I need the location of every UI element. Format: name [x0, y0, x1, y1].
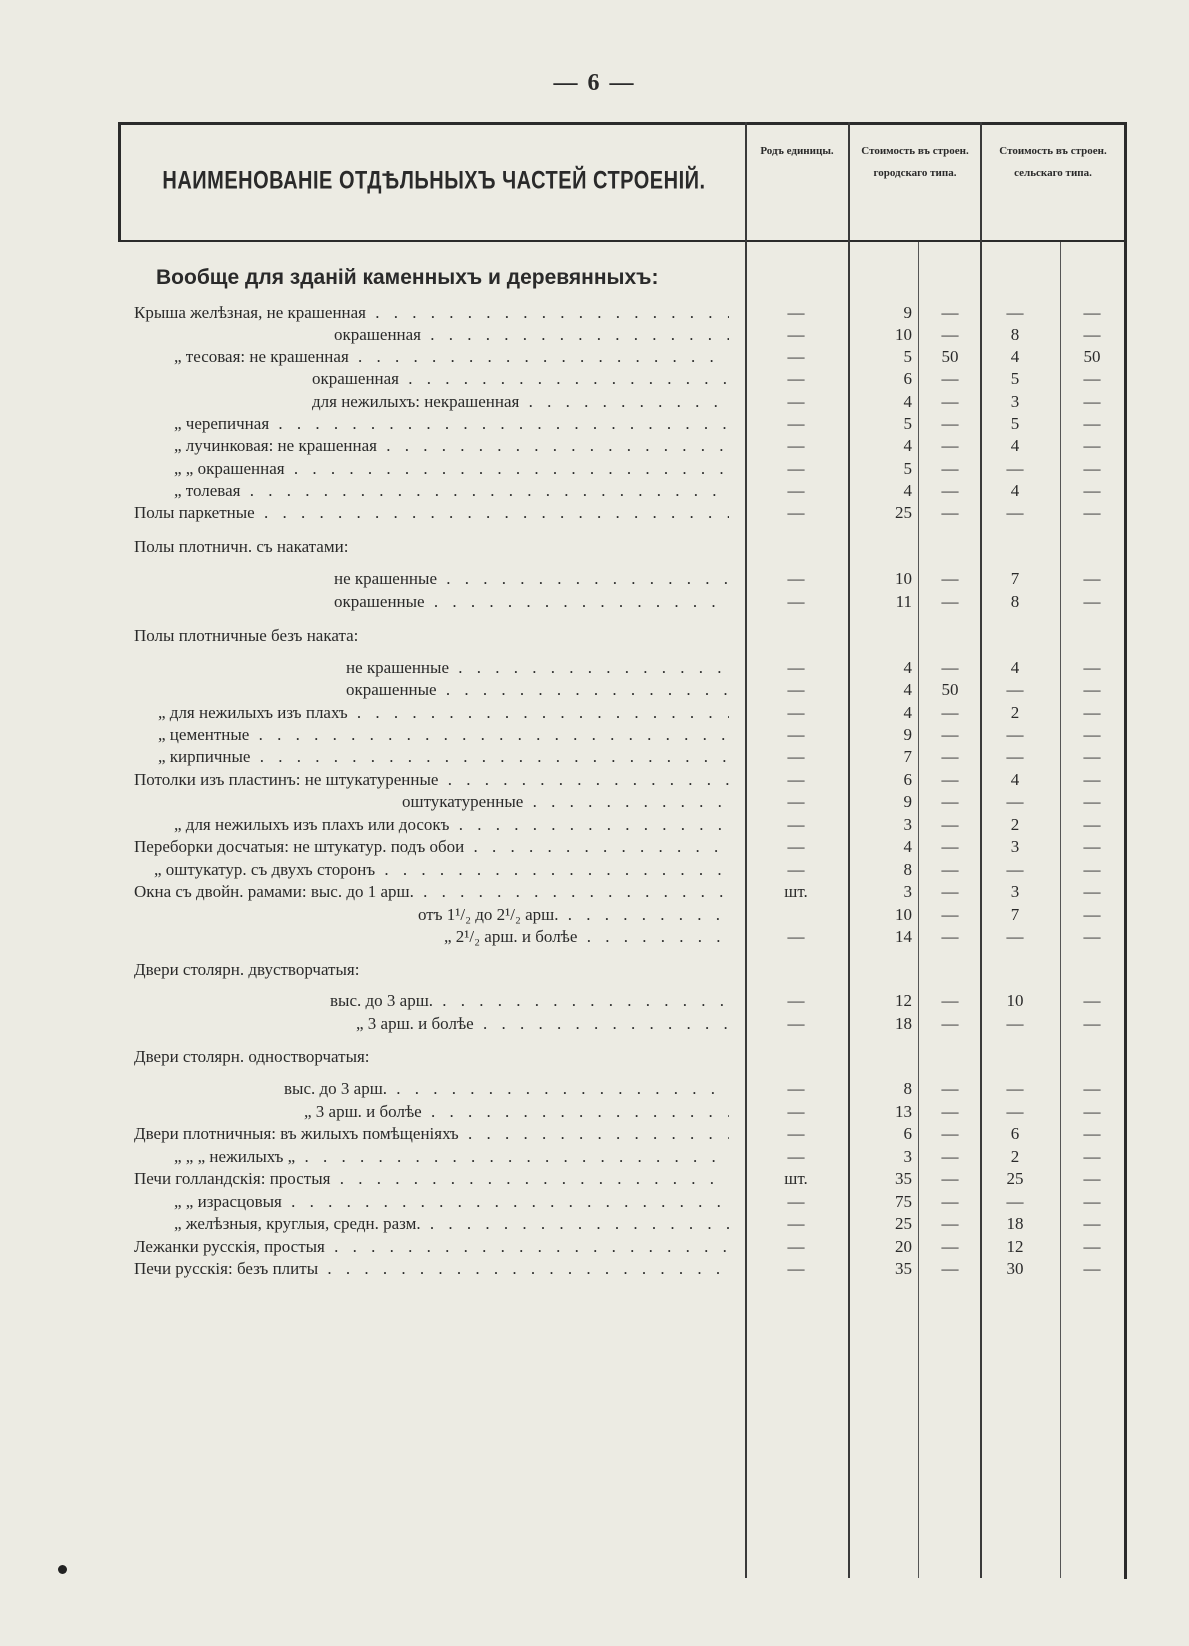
table-row [0, 723, 1189, 747]
city-rubles-cell: 4 [903, 436, 912, 455]
unit-cell: — [787, 303, 805, 322]
row-label: выс. до 3 арш. . . . [134, 989, 729, 1013]
city-rubles-cell: 3 [903, 815, 912, 834]
table-row [0, 768, 1189, 792]
table-subheading-row [0, 1045, 1189, 1069]
city-rubles-cell: 4 [903, 481, 912, 500]
city-kopecks-cell: — [941, 927, 959, 946]
rural-rubles-cell: 3 [1010, 882, 1020, 901]
city-rubles-cell: 5 [903, 459, 912, 478]
city-rubles-cell: 4 [903, 658, 912, 677]
section-title: Вообще для зданій каменныхъ и деревянныхъ: [156, 266, 659, 289]
rural-kopecks-cell: — [1083, 1192, 1101, 1211]
row-label: „ кирпичные . . . [134, 745, 729, 769]
table-row [0, 1012, 1189, 1036]
rural-rubles-cell: 7 [1010, 905, 1020, 924]
row-label: „ желѣзныя, круглыя, средн. разм. . . . [134, 1212, 729, 1236]
rural-rubles-cell: 4 [1010, 658, 1020, 677]
row-label: „ „ „ нежилыхъ „ . . . [134, 1145, 729, 1169]
row-label: Крыша желѣзная, не крашенная . . . [134, 301, 729, 325]
unit-cell: — [787, 1079, 805, 1098]
rural-rubles-cell: 2 [1010, 1147, 1020, 1166]
rural-kopecks-cell: — [1083, 770, 1101, 789]
city-rubles-cell: 9 [903, 725, 912, 744]
city-rubles-cell: 10 [895, 905, 912, 924]
row-label: „ 3 арш. и болѣе . . . [134, 1012, 729, 1036]
unit-cell: — [787, 860, 805, 879]
city-kopecks-cell: — [941, 436, 959, 455]
row-label: „ лучинковая: не крашенная . . . [134, 434, 729, 458]
city-kopecks-cell: — [941, 792, 959, 811]
table-subheading-row [0, 958, 1189, 982]
city-rubles-cell: 6 [903, 369, 912, 388]
city-kopecks-cell: — [941, 1014, 959, 1033]
unit-cell: — [787, 481, 805, 500]
city-kopecks-cell: 50 [941, 347, 959, 366]
page-number: — 6 — [553, 70, 636, 96]
rural-rubles-cell: 8 [1010, 325, 1020, 344]
rural-rubles-cell: 3 [1010, 837, 1020, 856]
unit-column-header: Родъ единицы. [760, 145, 834, 157]
table-row [0, 835, 1189, 859]
city-rubles-cell: 9 [903, 792, 912, 811]
unit-cell: — [787, 414, 805, 433]
city-rubles-cell: 7 [903, 747, 912, 766]
rural-kopecks-cell: — [1083, 927, 1101, 946]
city-rubles-cell: 25 [895, 503, 912, 522]
rural-kopecks-cell: — [1083, 1079, 1101, 1098]
row-label: Печи русскія: безъ плиты . . . [134, 1257, 729, 1281]
unit-cell: — [787, 569, 805, 588]
rural-rubles-cell: 10 [1006, 991, 1024, 1010]
unit-cell: — [787, 680, 805, 699]
unit-cell: — [787, 815, 805, 834]
row-label: для нежилыхъ: некрашенная . . . [134, 390, 729, 414]
row-label: выс. до 3 арш. . . . [134, 1077, 729, 1101]
unit-cell: — [787, 392, 805, 411]
table-left-border [118, 122, 121, 242]
rural-kopecks-cell: — [1083, 658, 1101, 677]
rural-rubles-cell: — [1006, 459, 1024, 478]
table-row [0, 1145, 1189, 1169]
city-rubles-cell: 35 [895, 1169, 912, 1188]
rural-rubles-cell: 12 [1006, 1237, 1024, 1256]
ink-blot [58, 1565, 67, 1574]
city-kopecks-cell: — [941, 414, 959, 433]
city-kopecks-cell: — [941, 592, 959, 611]
rural-rubles-cell: — [1006, 860, 1024, 879]
city-rubles-cell: 5 [903, 347, 912, 366]
rural-rubles-cell: 4 [1010, 436, 1020, 455]
unit-cell: — [787, 1014, 805, 1033]
rural-rubles-cell: — [1006, 792, 1024, 811]
city-kopecks-cell: — [941, 770, 959, 789]
rural-kopecks-cell: — [1083, 815, 1101, 834]
table-row [0, 925, 1189, 949]
table-row [0, 301, 1189, 325]
table-row [0, 903, 1189, 927]
row-label: не крашенные . . . [134, 567, 729, 591]
unit-cell: — [787, 503, 805, 522]
city-kopecks-cell: — [941, 1214, 959, 1233]
unit-cell: — [787, 1237, 805, 1256]
city-kopecks-cell: — [941, 303, 959, 322]
rural-rubles-cell: 2 [1010, 815, 1020, 834]
rural-kopecks-cell: — [1083, 991, 1101, 1010]
rural-kopecks-cell: — [1083, 503, 1101, 522]
city-kopecks-cell: — [941, 569, 959, 588]
rural-kopecks-cell: — [1083, 369, 1101, 388]
unit-cell: — [787, 436, 805, 455]
rural-kopecks-cell: — [1083, 1169, 1101, 1188]
city-rubles-cell: 9 [903, 303, 912, 322]
unit-cell: — [787, 459, 805, 478]
city-kopecks-cell: — [941, 392, 959, 411]
city-rubles-cell: 11 [895, 592, 912, 611]
rural-rubles-cell: — [1006, 1079, 1024, 1098]
table-row [0, 412, 1189, 436]
rural-rubles-cell: 6 [1010, 1124, 1020, 1143]
city-rubles-cell: 8 [903, 860, 912, 879]
city-kopecks-cell: — [941, 991, 959, 1010]
rural-rubles-cell: 3 [1010, 392, 1020, 411]
table-subheading-row [0, 535, 1189, 559]
table-header-title: НАИМЕНОВАНІЕ ОТДѢЛЬНЫХЪ ЧАСТЕЙ СТРОЕНІЙ. [162, 166, 706, 195]
rural-rubles-cell: — [1006, 680, 1024, 699]
rural-rubles-cell: 18 [1006, 1214, 1024, 1233]
rural-kopecks-cell: — [1083, 1124, 1101, 1143]
unit-cell: — [787, 1147, 805, 1166]
city-rubles-cell: 12 [895, 991, 912, 1010]
unit-cell: — [787, 703, 805, 722]
table-row [0, 1212, 1189, 1236]
row-label: Двери столярн. одностворчатыя: [134, 1047, 370, 1066]
unit-cell: — [787, 792, 805, 811]
rural-rubles-cell: — [1006, 1192, 1024, 1211]
rural-kopecks-cell: — [1083, 481, 1101, 500]
city-kopecks-cell: — [941, 905, 959, 924]
unit-cell: — [787, 1192, 805, 1211]
rural-kopecks-cell: — [1083, 392, 1101, 411]
row-label: окрашенная . . . [134, 323, 729, 347]
rural-kopecks-cell: — [1083, 725, 1101, 744]
city-kopecks-cell: — [941, 503, 959, 522]
city-kopecks-cell: — [941, 747, 959, 766]
rural-kopecks-cell: — [1083, 1259, 1101, 1278]
rural-rubles-cell: 4 [1010, 347, 1020, 366]
city-kopecks-cell: — [941, 882, 959, 901]
table-row [0, 1235, 1189, 1259]
city-rubles-cell: 4 [903, 703, 912, 722]
row-label: Потолки изъ пластинъ: не штукатуренные . . . [134, 768, 729, 792]
rural-rubles-cell: — [1006, 503, 1024, 522]
city-rubles-cell: 18 [895, 1014, 912, 1033]
rural-kopecks-cell: — [1083, 1214, 1101, 1233]
row-label: „ „ израсцовыя . . . [134, 1190, 729, 1214]
table-row [0, 457, 1189, 481]
rural-rubles-cell: 30 [1006, 1259, 1024, 1278]
rural-kopecks-cell: — [1083, 569, 1101, 588]
city-kopecks-cell: — [941, 459, 959, 478]
table-row [0, 1190, 1189, 1214]
rural-kopecks-cell: — [1083, 459, 1101, 478]
city-rubles-cell: 13 [895, 1102, 912, 1121]
rural-kopecks-cell: — [1083, 592, 1101, 611]
table-row [0, 858, 1189, 882]
city-kopecks-cell: 50 [941, 680, 959, 699]
row-label: Полы плотничные безъ наката: [134, 626, 359, 645]
rural-rubles-cell: 4 [1010, 481, 1020, 500]
city-kopecks-cell: — [941, 1102, 959, 1121]
city-rubles-cell: 14 [895, 927, 912, 946]
city-cost-column-header: Стоимость въ строен. городскаго типа. [861, 145, 969, 179]
city-rubles-cell: 75 [895, 1192, 912, 1211]
city-kopecks-cell: — [941, 325, 959, 344]
city-rubles-cell: 4 [903, 837, 912, 856]
city-kopecks-cell: — [941, 1192, 959, 1211]
city-rubles-cell: 10 [895, 569, 912, 588]
table-row [0, 701, 1189, 725]
row-label: „ толевая . . . [134, 479, 729, 503]
unit-cell: — [787, 927, 805, 946]
city-rubles-cell: 4 [903, 392, 912, 411]
table-row [0, 567, 1189, 591]
table-row [0, 434, 1189, 458]
city-kopecks-cell: — [941, 1237, 959, 1256]
city-kopecks-cell: — [941, 1169, 959, 1188]
city-rubles-cell: 20 [895, 1237, 912, 1256]
rural-kopecks-cell: — [1083, 792, 1101, 811]
row-label: окрашенные . . . [134, 678, 729, 702]
rural-rubles-cell: 5 [1010, 369, 1020, 388]
rural-kopecks-cell: — [1083, 703, 1101, 722]
rural-kopecks-cell: — [1083, 747, 1101, 766]
unit-cell: шт. [784, 882, 808, 901]
rural-kopecks-cell: — [1083, 1102, 1101, 1121]
unit-cell: — [787, 1124, 805, 1143]
city-kopecks-cell: — [941, 860, 959, 879]
table-row [0, 345, 1189, 369]
row-label: окрашенная . . . [134, 367, 729, 391]
row-label: „ для нежилыхъ изъ плахъ или досокъ . . . [134, 813, 729, 837]
table-row [0, 1077, 1189, 1101]
city-rubles-cell: 5 [903, 414, 912, 433]
city-rubles-cell: 3 [903, 882, 912, 901]
row-label: „ 2¹/₂ арш. и болѣе . . . [134, 925, 729, 949]
unit-cell: — [787, 1214, 805, 1233]
rural-kopecks-cell: 50 [1083, 347, 1101, 366]
unit-cell: — [787, 1259, 805, 1278]
table-row [0, 590, 1189, 614]
row-label: Двери плотничныя: въ жилыхъ помѣщеніяхъ . . . [134, 1122, 729, 1146]
row-label: Лежанки русскія, простыя . . . [134, 1235, 729, 1259]
city-kopecks-cell: — [941, 1259, 959, 1278]
rural-kopecks-cell: — [1083, 325, 1101, 344]
city-kopecks-cell: — [941, 725, 959, 744]
row-label: „ черепичная . . . [134, 412, 729, 436]
rural-rubles-cell: — [1006, 1014, 1024, 1033]
city-rubles-cell: 25 [895, 1214, 912, 1233]
city-kopecks-cell: — [941, 1124, 959, 1143]
city-kopecks-cell: — [941, 1079, 959, 1098]
table-row [0, 1122, 1189, 1146]
rural-kopecks-cell: — [1083, 1014, 1101, 1033]
city-rubles-cell: 6 [903, 1124, 912, 1143]
row-label: не крашенные . . . [134, 656, 729, 680]
city-kopecks-cell: — [941, 658, 959, 677]
rural-kopecks-cell: — [1083, 837, 1101, 856]
unit-cell: — [787, 747, 805, 766]
table-row [0, 813, 1189, 837]
table-subheading-row [0, 624, 1189, 648]
unit-cell: — [787, 592, 805, 611]
unit-cell: шт. [784, 1169, 808, 1188]
row-label: „ тесовая: не крашенная . . . [134, 345, 729, 369]
rural-kopecks-cell: — [1083, 436, 1101, 455]
rural-kopecks-cell: — [1083, 680, 1101, 699]
rural-rubles-cell: — [1006, 303, 1024, 322]
rural-kopecks-cell: — [1083, 414, 1101, 433]
rural-kopecks-cell: — [1083, 1237, 1101, 1256]
row-label: Полы паркетные . . . [134, 501, 729, 525]
rural-kopecks-cell: — [1083, 882, 1101, 901]
table-row [0, 367, 1189, 391]
rural-kopecks-cell: — [1083, 1147, 1101, 1166]
table-row [0, 1257, 1189, 1281]
city-rubles-cell: 35 [895, 1259, 912, 1278]
table-row [0, 1167, 1189, 1191]
table-row [0, 790, 1189, 814]
row-label: „ цементные . . . [134, 723, 729, 747]
rural-rubles-cell: 25 [1006, 1169, 1024, 1188]
city-kopecks-cell: — [941, 1147, 959, 1166]
row-label: „ 3 арш. и болѣе . . . [134, 1100, 729, 1124]
rural-rubles-cell: 7 [1010, 569, 1020, 588]
city-rubles-cell: 8 [903, 1079, 912, 1098]
unit-cell: — [787, 369, 805, 388]
table-row [0, 989, 1189, 1013]
rural-rubles-cell: 8 [1010, 592, 1020, 611]
unit-cell: — [787, 1102, 805, 1121]
rural-rubles-cell: 4 [1010, 770, 1020, 789]
rural-rubles-cell: — [1006, 927, 1024, 946]
unit-cell: — [787, 658, 805, 677]
table-row [0, 745, 1189, 769]
row-label: окрашенные . . . [134, 590, 729, 614]
rural-rubles-cell: — [1006, 725, 1024, 744]
rural-rubles-cell: — [1006, 747, 1024, 766]
table-row [0, 390, 1189, 414]
row-label: Печи голландскія: простыя . . . [134, 1167, 729, 1191]
row-label: Переборки досчатыя: не штукатур. подъ обои . . . [134, 835, 729, 859]
unit-cell: — [787, 347, 805, 366]
unit-cell: — [787, 770, 805, 789]
table-row [0, 656, 1189, 680]
city-rubles-cell: 4 [903, 680, 912, 699]
rural-kopecks-cell: — [1083, 860, 1101, 879]
row-label: отъ 1¹/₂ до 2¹/₂ арш. . . . [134, 903, 729, 927]
city-rubles-cell: 10 [895, 325, 912, 344]
unit-cell: — [787, 837, 805, 856]
row-label: „ „ окрашенная . . . [134, 457, 729, 481]
unit-cell: — [787, 325, 805, 344]
city-rubles-cell: 3 [903, 1147, 912, 1166]
city-kopecks-cell: — [941, 703, 959, 722]
rural-cost-column-header: Стоимость въ строен. сельскаго типа. [999, 145, 1107, 179]
city-kopecks-cell: — [941, 481, 959, 500]
table-row [0, 1100, 1189, 1124]
rural-kopecks-cell: — [1083, 905, 1101, 924]
rural-rubles-cell: — [1006, 1102, 1024, 1121]
row-label: Окна съ двойн. рамами: выс. до 1 арш. . . . [134, 880, 729, 904]
rural-rubles-cell: 5 [1010, 414, 1020, 433]
rural-kopecks-cell: — [1083, 303, 1101, 322]
row-label: „ оштукатур. съ двухъ сторонъ . . . [134, 858, 729, 882]
row-label: Двери столярн. двустворчатыя: [134, 960, 360, 979]
table-row [0, 880, 1189, 904]
table-row [0, 323, 1189, 347]
row-label: Полы плотничн. съ накатами: [134, 537, 349, 556]
city-kopecks-cell: — [941, 837, 959, 856]
table-row [0, 479, 1189, 503]
table-row [0, 501, 1189, 525]
row-label: оштукатуренные . . . [134, 790, 729, 814]
unit-cell: — [787, 725, 805, 744]
city-rubles-cell: 6 [903, 770, 912, 789]
row-label: „ для нежилыхъ изъ плахъ . . . [134, 701, 729, 725]
rural-rubles-cell: 2 [1010, 703, 1020, 722]
table-row [0, 678, 1189, 702]
city-kopecks-cell: — [941, 815, 959, 834]
unit-cell: — [787, 991, 805, 1010]
city-kopecks-cell: — [941, 369, 959, 388]
